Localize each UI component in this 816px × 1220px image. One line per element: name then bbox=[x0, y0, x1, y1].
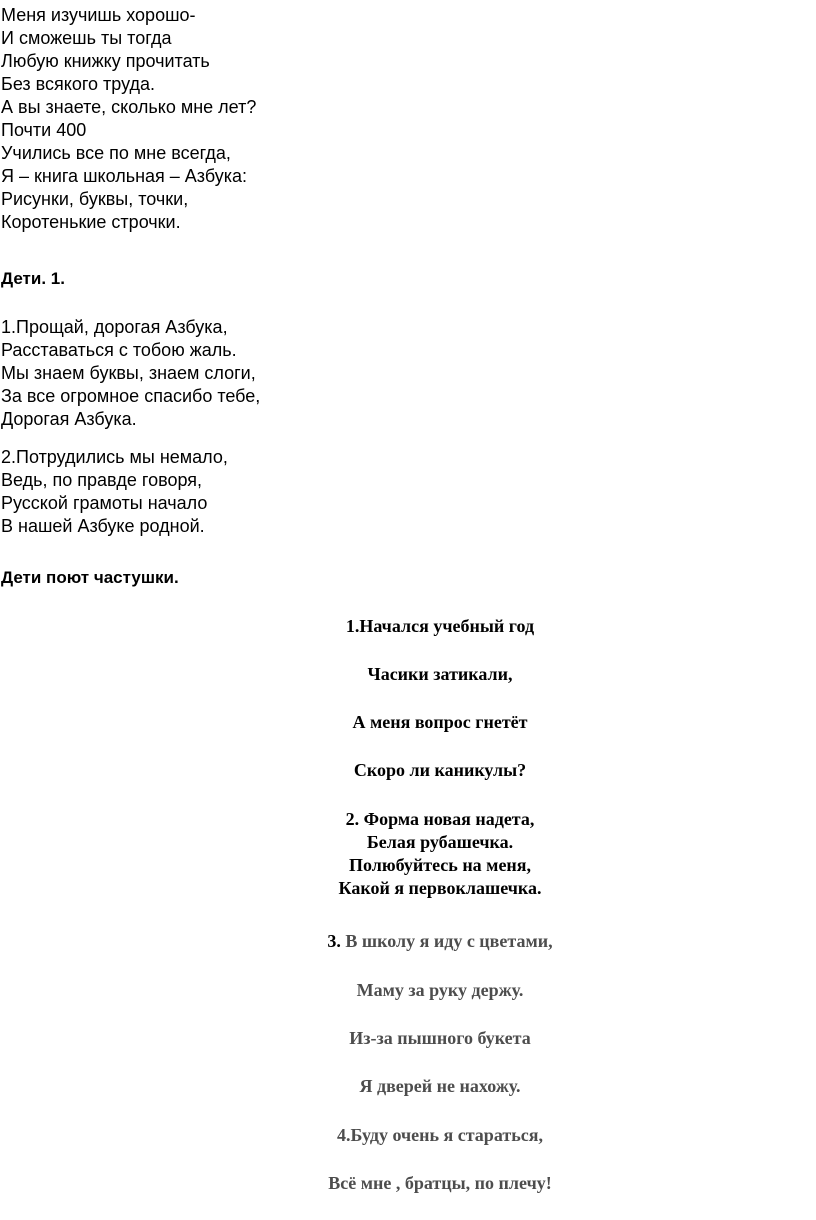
verse-line: За все огромное спасибо тебе, bbox=[1, 386, 261, 406]
intro-line: Без всякого труда. bbox=[1, 74, 156, 94]
chastushka-3-line: В школу я иду с цветами, bbox=[345, 931, 553, 951]
heading-children-1: Дети. 1. bbox=[1, 269, 65, 288]
verse-line: В нашей Азбуке родной. bbox=[1, 516, 205, 536]
verse-line: Русской грамоты начало bbox=[1, 493, 208, 513]
verse-line: 2.Потрудились мы немало, bbox=[1, 447, 228, 467]
chastushka-3-line: Маму за руку держу. bbox=[356, 980, 524, 1000]
chastushka-4-line: 4.Буду очень я стараться, bbox=[337, 1125, 543, 1145]
intro-line: И сможешь ты тогда bbox=[1, 28, 172, 48]
chastushka-3-line: Я дверей не нахожу. bbox=[359, 1076, 521, 1096]
intro-line: Любую книжку прочитать bbox=[1, 51, 210, 71]
chastushka-2 bbox=[300, 808, 580, 900]
chastushka-1-line: Часики затикали, bbox=[367, 664, 513, 684]
chastushka-2-line: Полюбуйтесь на меня, bbox=[348, 855, 532, 875]
verse-line: Мы знаем буквы, знаем слоги, bbox=[1, 363, 256, 383]
intro-line: Я – книга школьная – Азбука: bbox=[1, 166, 248, 186]
intro-line: Коротенькие строчки. bbox=[1, 212, 181, 232]
chastushka-4-line: Всё мне , братцы, по плечу! bbox=[328, 1173, 552, 1193]
intro-line: Учились все по мне всегда, bbox=[1, 143, 231, 163]
chastushka-2-line: 2. Форма новая надета, bbox=[345, 809, 535, 829]
chastushka-3-line: Из-за пышного букета bbox=[349, 1028, 531, 1048]
chastushka-3-first-line bbox=[300, 930, 580, 953]
verse-line: Дорогая Азбука. bbox=[1, 409, 137, 429]
chastushka-1-line: А меня вопрос гнетёт bbox=[352, 712, 528, 732]
verse-2 bbox=[1, 446, 228, 538]
intro-line: Почти 400 bbox=[1, 120, 87, 140]
chastushka-3-number: 3. bbox=[327, 931, 341, 951]
chastushka-1-line: 1.Начался учебный год bbox=[345, 616, 535, 636]
verse-line: Ведь, по правде говоря, bbox=[1, 470, 203, 490]
intro-line: А вы знаете, сколько мне лет? bbox=[1, 97, 257, 117]
chastushka-2-line: Белая рубашечка. bbox=[366, 832, 514, 852]
chastushka-1-line: Скоро ли каникулы? bbox=[353, 760, 527, 780]
chastushka-2-line: Какой я первоклашечка. bbox=[338, 878, 542, 898]
intro-line: Меня изучишь хорошо- bbox=[1, 5, 196, 25]
heading-children-sing: Дети поют частушки. bbox=[1, 568, 179, 587]
intro-poem bbox=[1, 4, 256, 234]
intro-line: Рисунки, буквы, точки, bbox=[1, 189, 189, 209]
verse-line: 1.Прощай, дорогая Азбука, bbox=[1, 317, 228, 337]
verse-1 bbox=[1, 316, 260, 431]
verse-line: Расставаться с тобою жаль. bbox=[1, 340, 237, 360]
